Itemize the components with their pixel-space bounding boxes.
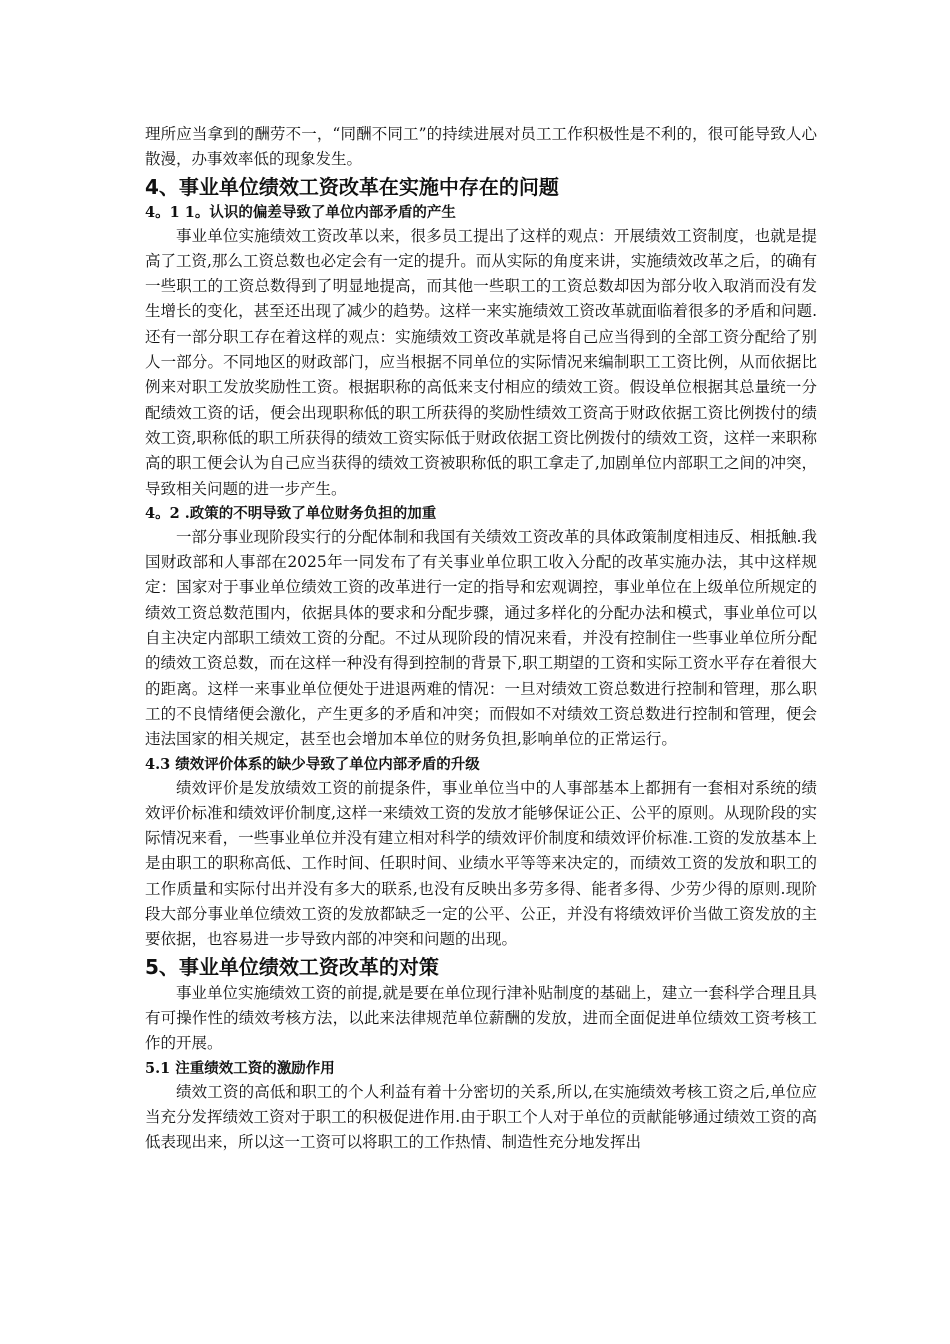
subsection-4-1-heading: 4。1 1。认识的偏差导致了单位内部矛盾的产生 <box>145 203 456 221</box>
intro-paragraph: 理所应当拿到的酬劳不一，“同酬不同工”的持续进展对员工工作积极性是不利的，很可能导致人心散漫，办事效率低的现象发生。 <box>145 125 817 169</box>
subsection-4-1-paragraph: 事业单位实施绩效工资改革以来，很多员工提出了这样的观点：开展绩效工资制度，也就是提高了工资,那么工资总数也必定会有一定的提升。而从实际的角度来讲，实施绩效改革之后，的确有一些职工的工资总数得到了明显地提高，而其他一些职工的工资总数却因为部分收入取消而没有发生增长的变化，甚至还出现了减少的趋势。这样一来实施绩效工资改革就面临着很多的矛盾和问题.还有一部分职工存在着这样的观点：实施绩效工资改革就是将自己应当得到的全部工资分配给了别人一部分。不同地区的财政部门，应当根据不同单位的实际情况来编制职工工资比例，从而依据比例来对职工发放奖励性工资。根据职称的高低来支付相应的绩效工资。假设单位根据其总量统一分配绩效工资的话，便会出现职称低的职工所获得的奖励性绩效工资高于财政依据工资比例拨付的绩效工资,职称低的职工所获得的绩效工资实际低于财政依据工资比例拨付的绩效工资，这样一来职称高的职工便会认为自己应当获得的绩效工资被职称低的职工拿走了,加剧单位内部职工之间的冲突，导致相关问题的进一步产生。 <box>145 226 817 498</box>
subsection-4-3-paragraph: 绩效评价是发放绩效工资的前提条件，事业单位当中的人事部基本上都拥有一套相对系统的绩效评价标准和绩效评价制度,这样一来绩效工资的发放才能够保证公正、公平的原则。从现阶段的实际情况来看，一些事业单位并没有建立相对科学的绩效评价制度和绩效评价标准.工资的发放基本上是由职工的职称高低、工作时间、任职时间、业绩水平等等来决定的，而绩效工资的发放和职工的工作质量和实际付出并没有多大的联系,也没有反映出多劳多得、能者多得、少劳少得的原则.现阶段大部分事业单位绩效工资的发放都缺乏一定的公平、公正，并没有将绩效评价当做工资发放的主要依据，也容易进一步导致内部的冲突和问题的出现。 <box>145 778 817 949</box>
section-5-paragraph: 事业单位实施绩效工资的前提,就是要在单位现行津补贴制度的基础上，建立一套科学合理且具有可操作性的绩效考核方法，以此来法律规范单位薪酬的发放，进而全面促进单位绩效工资考核工作的开展。 <box>145 983 817 1053</box>
section-5-heading: 5、事业单位绩效工资改革的对策 <box>145 954 439 979</box>
subsection-5-1-paragraph: 绩效工资的高低和职工的个人利益有着十分密切的关系,所以,在实施绩效考核工资之后,单位应当充分发挥绩效工资对于职工的积极促进作用.由于职工个人对于单位的贡献能够通过绩效工资的高低表现出来，所以这一工资可以将职工的工作热情、制造性充分地发挥出 <box>145 1082 817 1152</box>
subsection-4-2-heading: 4。2 .政策的不明导致了单位财务负担的加重 <box>145 504 437 522</box>
document-page <box>145 122 817 1155</box>
subsection-5-1-heading: 5.1 注重绩效工资的激励作用 <box>145 1059 335 1077</box>
subsection-4-3-heading: 4.3 绩效评价体系的缺少导致了单位内部矛盾的升级 <box>145 755 480 773</box>
section-4-heading: 4、事业单位绩效工资改革在实施中存在的问题 <box>145 174 559 199</box>
subsection-4-2-paragraph: 一部分事业现阶段实行的分配体制和我国有关绩效工资改革的具体政策制度相违反、相抵触.我国财政部和人事部在2025年一同发布了有关事业单位职工收入分配的改革实施办法，其中这样规定：国家对于事业单位绩效工资的改革进行一定的指导和宏观调控，事业单位在上级单位所规定的绩效工资总数范围内，依据具体的要求和分配步骤，通过多样化的分配办法和模式，事业单位可以自主决定内部职工绩效工资的分配。不过从现阶段的情况来看，并没有控制住一些事业单位所分配的绩效工资总数，而在这样一种没有得到控制的背景下,职工期望的工资和实际工资水平存在着很大的距离。这样一来事业单位便处于进退两难的情况：一旦对绩效工资总数进行控制和管理，那么职工的不良情绪便会激化，产生更多的矛盾和冲突；而假如不对绩效工资总数进行控制和管理，便会违法国家的相关规定，甚至也会增加本单位的财务负担,影响单位的正常运行。 <box>145 527 817 749</box>
